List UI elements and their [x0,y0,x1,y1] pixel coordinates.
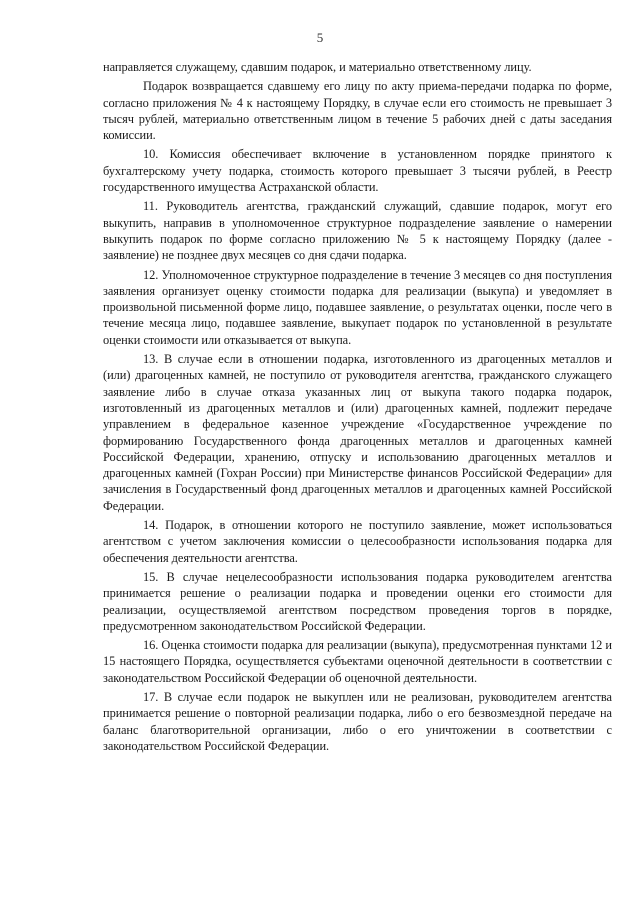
paragraph-16: 16. Оценка стоимости подарка для реализации (выкупа), предусмотренная пунктами 12 и 15 настоящего Порядка, осуществляется субъектами оценочной деятельности в соответствии с законодательством Российской Федерации об оценочной деятельности. [103,638,612,685]
paragraph-11: 11. Руководитель агентства, гражданский служащий, сдавшие подарок, могут его выкупить, направив в уполномоченное структурное подразделение заявление о намерении выкупить подарок по форме согласно приложению № 5 к настоящему Порядку (далее - заявление) не позднее двух месяцев со дня сдачи подарка. [103,199,612,263]
paragraph-12: 12. Уполномоченное структурное подразделение в течение 3 месяцев со дня поступления заявления организует оценку стоимости подарка для реализации (выкупа) и уведомляет в произвольной письменной форме лицо, подавшее заявление, о результатах оценки, после чего в течение месяца лицо, подавшее заявление, выкупает подарок по установленной в результате оценки стоимости или отказывается от выкупа. [103,267,612,347]
page-number: 5 [316,30,324,45]
paragraph-gift-return: Подарок возвращается сдавшему его лицу по акту приема-передачи подарка по форме, согласно приложения № 4 к настоящему Порядку, в случае если его стоимость не превышает 3 тысяч рублей, материально ответственным лицом в течение 5 рабочих дней с даты заседания комиссии. [103,79,612,143]
paragraph-continuation: направляется служащему, сдавшим подарок, и материально ответственному лицу. [103,60,532,74]
paragraph-14: 14. Подарок, в отношении которого не поступило заявление, может использоваться агентством с учетом заключения комиссии о целесообразности использования подарка для обеспечения деятельности агентства. [103,518,612,565]
paragraph-10: 10. Комиссия обеспечивает включение в установленном порядке принятого к бухгалтерскому учету подарка, стоимость которого превышает 3 тысячи рублей, в Реестр государственного имущества Астраханской области. [103,147,612,195]
paragraph-17: 17. В случае если подарок не выкуплен или не реализован, руководителем агентства принимается решение о повторной реализации подарка, либо о его безвозмездной передаче на баланс благотворительной организации, либо о его уничтожении в соответствии с законодательством Российской Федерации. [103,689,612,753]
document-body [103,59,612,757]
paragraph-15: 15. В случае нецелесообразности использования подарка руководителем агентства принимается решение о реализации подарка и проведении оценки его стоимости для реализации, осуществляемой агентством посредством проведения торгов в порядке, предусмотренном законодательством Российской Федерации. [103,569,612,633]
paragraph-13: 13. В случае если в отношении подарка, изготовленного из драгоценных металлов и (или) драгоценных камней, не поступило от руководителя агентства, гражданского служащего заявление либо в случае отказа указанных лиц от выкупа такого подарка подарок, изготовленный из драгоценных металлов и (или) драгоценных камней, подлежит передаче управлением в федеральное казенное учреждение «Государственное учреждение по формированию Государственного фонда драгоценных металлов и драгоценных камней Российской Федерации, хранению, отпуску и использованию драгоценных металлов и драгоценных камней (Гохран России) при Министерстве финансов Российской Федерации» для зачисления в Государственный фонд драгоценных металлов и драгоценных камней Российской Федерации. [103,352,612,513]
